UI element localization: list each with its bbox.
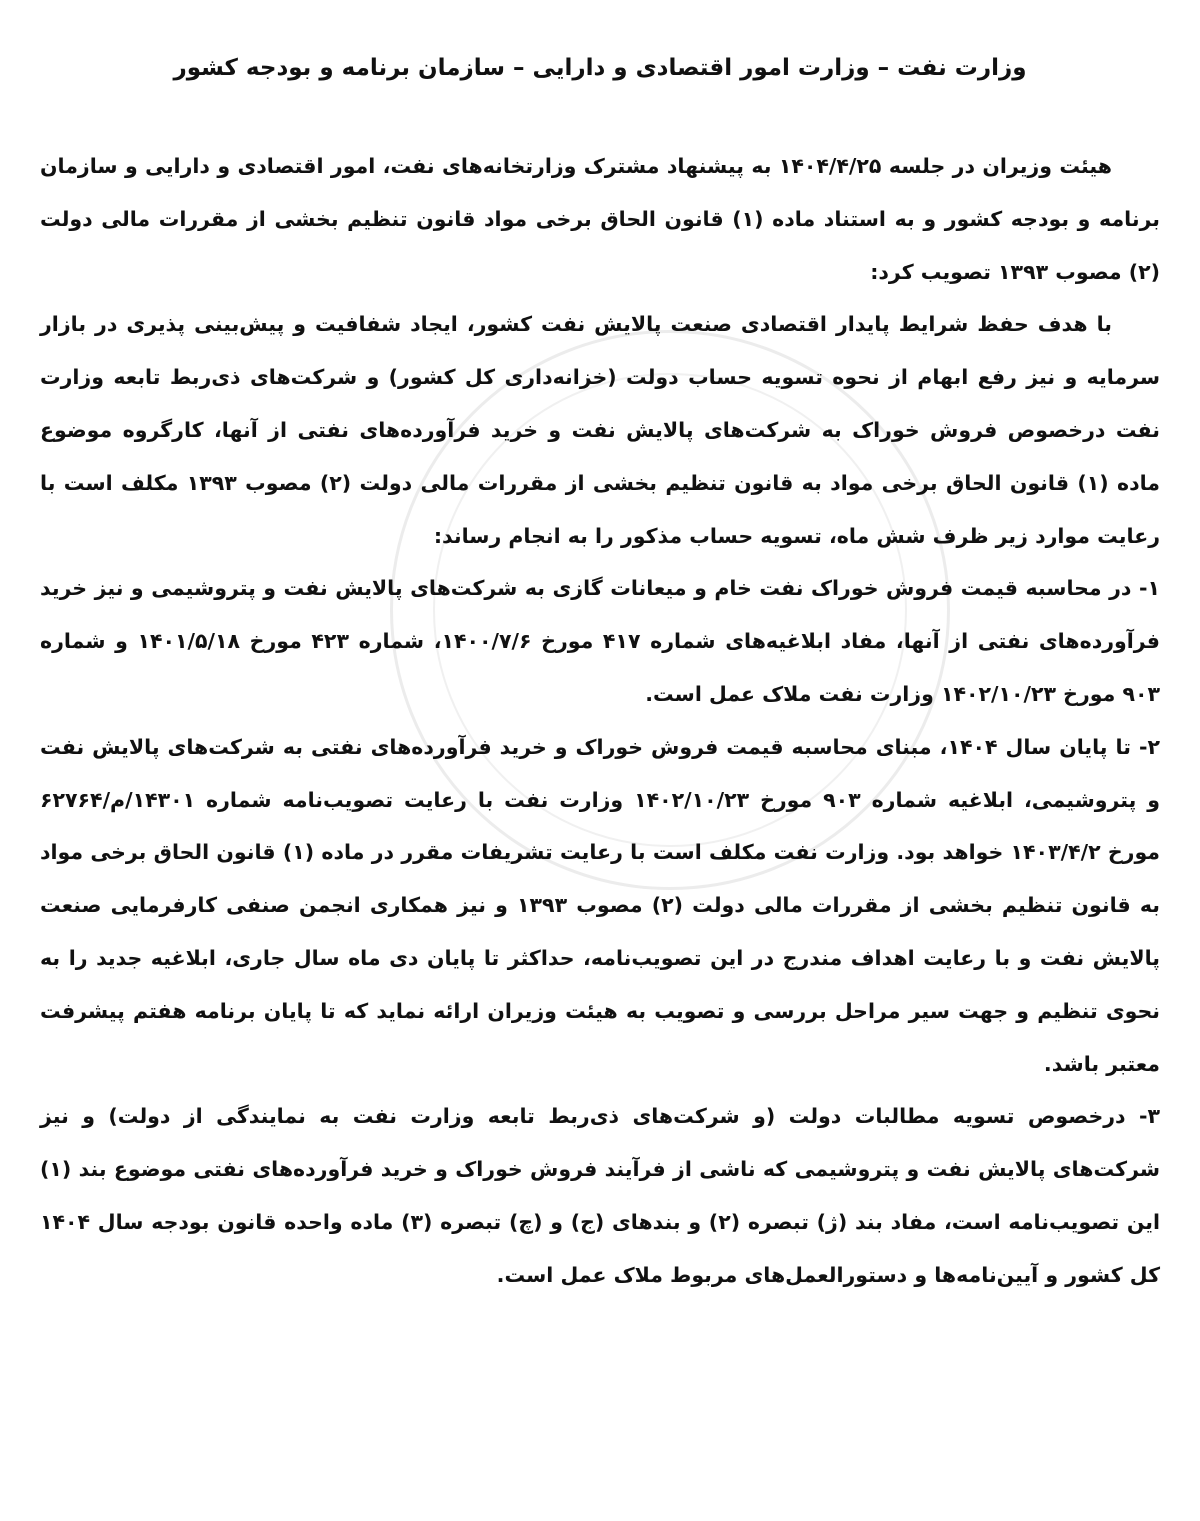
intro-paragraph: هیئت وزیران در جلسه ۱۴۰۴/۴/۲۵ به پیشنهاد مشترک وزارتخانه‌های نفت، امور اقتصادی و دارایی و سازمان برنامه و بودجه کشور و به استناد ماده (۱) قانون الحاق برخی مواد قانون تنظیم بخشی از مقررات مالی دولت (۲) مصوب ۱۳۹۳ تصویب کرد: (40, 154, 1160, 284)
document-title: وزارت نفت – وزارت امور اقتصادی و دارایی – سازمان برنامه و بودجه کشور (173, 55, 1027, 81)
purpose-paragraph: با هدف حفظ شرایط پایدار اقتصادی صنعت پالایش نفت کشور، ایجاد شفافیت و پیش‌بینی پذیری در بازار سرمایه و نیز رفع ابهام از نحوه تسویه حساب دولت (خزانه‌داری کل کشور) و شرکت‌های ذی‌ربط تابعه وزارت نفت درخصوص فروش خوراک به شرکت‌های پالایش نفت و خرید فرآورده‌های نفتی از آنها، کارگروه موضوع ماده (۱) قانون الحاق برخی مواد به قانون تنظیم بخشی از مقررات مالی دولت (۲) مصوب ۱۳۹۳ مکلف است با رعایت موارد زیر ظرف شش ماه، تسویه حساب مذکور را به انجام رساند: (40, 312, 1160, 548)
clause-2-paragraph: ۲- تا پایان سال ۱۴۰۴، مبنای محاسبه قیمت فروش خوراک و خرید فرآورده‌های نفتی به شرکت‌های پالایش نفت و پتروشیمی، ابلاغیه شماره ۹۰۳ مورخ ۱۴۰۲/۱۰/۲۳ وزارت نفت با رعایت تصویب‌نامه شماره ۱۴۳۰۱/م/۶۲۷۶۴ مورخ ۱۴۰۳/۴/۲ خواهد بود. وزارت نفت مکلف است با رعایت تشریفات مقرر در ماده (۱) قانون الحاق برخی مواد به قانون تنظیم بخشی از مقررات مالی دولت (۲) مصوب ۱۳۹۳ و نیز همکاری انجمن صنفی کارفرمایی صنعت پالایش نفت و با رعایت اهداف مندرج در این تصویب‌نامه، حداکثر تا پایان دی ماه سال جاری، ابلاغیه جدید را به نحوی تنظیم و جهت سیر مراحل بررسی و تصویب به هیئت وزیران ارائه نماید که تا پایان برنامه هفتم پیشرفت معتبر باشد. (40, 734, 1161, 1076)
clause-1-paragraph: ۱- در محاسبه قیمت فروش خوراک نفت خام و میعانات گازی به شرکت‌های پالایش نفت و پتروشیمی و نیز خرید فرآورده‌های نفتی از آنها، مفاد ابلاغیه‌های شماره ۴۱۷ مورخ ۱۴۰۰/۷/۶، شماره ۴۲۳ مورخ ۱۴۰۱/۵/۱۸ و شماره ۹۰۳ مورخ ۱۴۰۲/۱۰/۲۳ وزارت نفت ملاک عمل است. (40, 576, 1160, 706)
document-body (40, 140, 1160, 1302)
clause-3-paragraph: ۳- درخصوص تسویه مطالبات دولت (و شرکت‌های ذی‌ربط تابعه وزارت نفت به نمایندگی از دولت) و نیز شرکت‌های پالایش نفت و پتروشیمی که ناشی از فرآیند فروش خوراک و خرید فرآورده‌های نفتی موضوع بند (۱) این تصویب‌نامه است، مفاد بند (ژ) تبصره (۲) و بندهای (ج) و (چ) تبصره (۳) ماده واحده قانون بودجه سال ۱۴۰۴ کل کشور و آیین‌نامه‌ها و دستورالعمل‌های مربوط ملاک عمل است. (40, 1104, 1161, 1287)
